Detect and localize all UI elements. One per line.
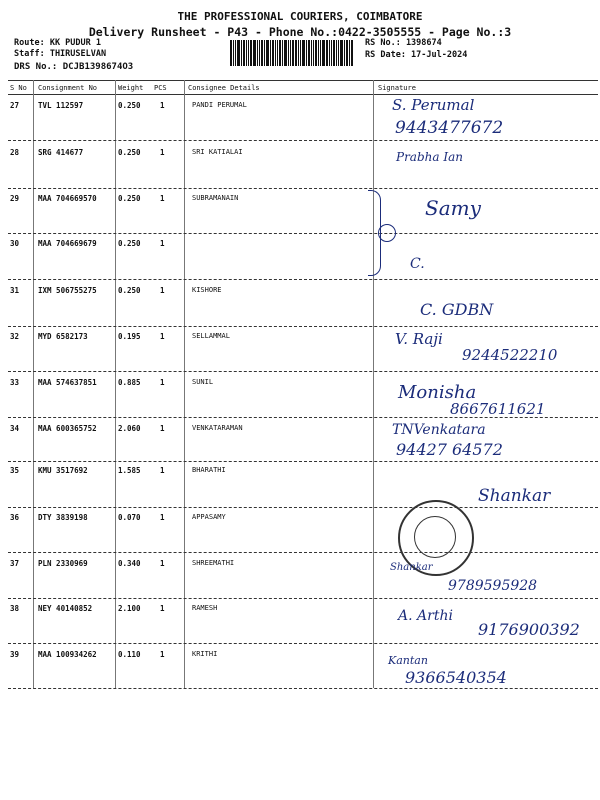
barcode-bar	[338, 40, 339, 66]
serial-number: 39	[10, 650, 20, 659]
barcode-bar	[230, 40, 232, 66]
consignment-number: MAA 574637851	[38, 378, 97, 387]
signature: A. Arthi	[398, 608, 453, 624]
serial-number: 36	[10, 513, 20, 522]
barcode-bar	[326, 40, 328, 66]
barcode-bar	[318, 40, 319, 66]
barcode-bar	[315, 40, 317, 66]
consignment-number: TVL 112597	[38, 101, 84, 110]
barcode-bar	[344, 40, 345, 66]
weight-value: 0.110	[118, 650, 141, 659]
weight-value: 0.340	[118, 559, 141, 568]
barcode-bar	[288, 40, 289, 66]
header-bottom-rule	[8, 94, 598, 95]
row-separator	[8, 507, 598, 508]
serial-number: 30	[10, 239, 20, 248]
consignee-name: PANDI PERUMAL	[192, 101, 247, 109]
barcode-bar	[331, 40, 332, 66]
barcode-bar	[295, 40, 297, 66]
signature-phone: 9443477672	[395, 118, 504, 138]
col-consignee-header: Consignee Details	[188, 84, 260, 92]
consignee-name: VENKATARAMAN	[192, 424, 243, 432]
seal-inner-ring	[414, 516, 456, 558]
consignee-name: SELLAMMAL	[192, 332, 230, 340]
consignment-number: MAA 100934262	[38, 650, 97, 659]
signature: S. Perumal	[392, 96, 475, 114]
serial-number: 33	[10, 378, 20, 387]
col-sno-header: S No	[10, 84, 27, 92]
row-separator	[8, 326, 598, 327]
column-divider	[33, 80, 34, 688]
serial-number: 37	[10, 559, 20, 568]
consignee-name: SUBRAMANAIN	[192, 194, 239, 202]
barcode-bar	[270, 40, 271, 66]
consignee-name: SHREEMATHI	[192, 559, 235, 567]
row-separator	[8, 552, 598, 553]
barcode-bar	[313, 40, 314, 66]
runsheet-title: Delivery Runsheet - P43 - Phone No.:0422-3505555 - Page No.:3	[88, 25, 512, 39]
barcode-bar	[266, 40, 269, 66]
consignee-name: RAMESH	[192, 604, 218, 612]
barcode-bar	[246, 40, 247, 66]
barcode-bar	[349, 40, 350, 66]
column-divider	[373, 80, 374, 688]
col-pcs-header: PCS	[154, 84, 167, 92]
barcode-bar	[336, 40, 337, 66]
barcode-bar	[300, 40, 301, 66]
route-label: Route: KK PUDUR 1	[14, 38, 101, 48]
staff-label: Staff: THIRUSELVAN	[14, 49, 107, 59]
signature: Prabha Ian	[396, 150, 463, 164]
consignment-number: MAA 704669679	[38, 239, 97, 248]
barcode-bar	[284, 40, 287, 66]
barcode-bar	[253, 40, 256, 66]
barcode-bar	[306, 40, 307, 66]
serial-number: 32	[10, 332, 20, 341]
drs-number: DRS No.: DCJB1398674O3	[14, 62, 134, 72]
pieces-count: 1	[160, 604, 165, 613]
barcode-bar	[257, 40, 258, 66]
consignment-number: IXM 506755275	[38, 286, 97, 295]
signature: Samy	[425, 196, 481, 220]
weight-value: 0.070	[118, 513, 141, 522]
barcode-bar	[351, 40, 353, 66]
signature: C.	[410, 256, 425, 272]
barcode-bar	[292, 40, 294, 66]
barcode-bar	[275, 40, 276, 66]
barcode-bar	[243, 40, 245, 66]
serial-number: 31	[10, 286, 20, 295]
col-weight-header: Weight	[118, 84, 144, 92]
pieces-count: 1	[160, 513, 165, 522]
row-separator	[8, 598, 598, 599]
row-separator	[8, 371, 598, 372]
pieces-count: 1	[160, 559, 165, 568]
rs-number: RS No.: 1398674	[365, 38, 442, 48]
barcode-bar	[250, 40, 252, 66]
row-separator	[8, 688, 598, 689]
barcode-bar	[272, 40, 274, 66]
pieces-count: 1	[160, 194, 165, 203]
signature-phone: 9244522210	[462, 346, 558, 364]
weight-value: 0.250	[118, 286, 141, 295]
signature: V. Raji	[395, 330, 443, 348]
col-signature-header: Signature	[378, 84, 416, 92]
barcode-bar	[311, 40, 312, 66]
signature: Shankar	[478, 486, 551, 506]
row-separator	[8, 140, 598, 141]
serial-number: 29	[10, 194, 20, 203]
barcode-bar	[302, 40, 305, 66]
barcode-bar	[329, 40, 330, 66]
consignment-number: PLN 2330969	[38, 559, 88, 568]
serial-number: 38	[10, 604, 20, 613]
weight-value: 0.250	[118, 239, 141, 248]
serial-number: 28	[10, 148, 20, 157]
pieces-count: 1	[160, 466, 165, 475]
table-top-rule	[8, 80, 598, 81]
weight-value: 0.250	[118, 148, 141, 157]
barcode-bar	[298, 40, 299, 66]
weight-value: 1.585	[118, 466, 141, 475]
pieces-count: 1	[160, 239, 165, 248]
signature: Shankar	[390, 562, 433, 573]
barcode-bar	[259, 40, 260, 66]
row-separator	[8, 279, 598, 280]
rs-date: RS Date: 17-Jul-2024	[365, 50, 468, 60]
signature-phone: 9366540354	[405, 668, 507, 687]
barcode-bar	[308, 40, 310, 66]
consignee-name: BHARATHI	[192, 466, 226, 474]
row-separator	[8, 461, 598, 462]
row-separator	[8, 233, 598, 234]
barcode-bar	[333, 40, 335, 66]
barcode-bar	[277, 40, 278, 66]
column-divider	[184, 80, 185, 688]
weight-value: 2.100	[118, 604, 141, 613]
weight-value: 0.195	[118, 332, 141, 341]
row-separator	[8, 188, 598, 189]
weight-value: 0.885	[118, 378, 141, 387]
barcode-bar	[320, 40, 321, 66]
barcode-bar	[233, 40, 234, 66]
barcode-bar	[282, 40, 283, 66]
consignee-name: APPASAMY	[192, 513, 226, 521]
signature-phone: 94427 64572	[396, 440, 503, 459]
pieces-count: 1	[160, 378, 165, 387]
consignment-number: KMU 3517692	[38, 466, 88, 475]
barcode-bar	[290, 40, 291, 66]
column-divider	[115, 80, 116, 688]
signature: Monisha	[398, 382, 477, 403]
barcode-bar	[237, 40, 240, 66]
barcode-bar	[235, 40, 236, 66]
signature: Kantan	[388, 654, 428, 667]
consignment-number: NEY 40140852	[38, 604, 93, 613]
barcode-bar	[241, 40, 242, 66]
consignee-name: KISHORE	[192, 286, 222, 294]
barcode-bar	[346, 40, 348, 66]
pieces-count: 1	[160, 424, 165, 433]
consignment-number: MAA 600365752	[38, 424, 97, 433]
barcode-bar	[279, 40, 281, 66]
circled-mark	[378, 224, 396, 242]
consignment-number: SRG 414677	[38, 148, 84, 157]
consignment-number: DTY 3839198	[38, 513, 88, 522]
barcode-bar	[264, 40, 265, 66]
company-title: THE PROFESSIONAL COURIERS, COIMBATORE	[177, 10, 423, 23]
pieces-count: 1	[160, 332, 165, 341]
consignment-number: MYD 6582173	[38, 332, 88, 341]
weight-value: 0.250	[118, 101, 141, 110]
pieces-count: 1	[160, 650, 165, 659]
consignee-name: SRI KATIALAI	[192, 148, 243, 156]
signature-phone: 9176900392	[478, 620, 580, 639]
pieces-count: 1	[160, 148, 165, 157]
barcode-bar	[248, 40, 249, 66]
consignee-name: KRITHI	[192, 650, 218, 658]
pieces-count: 1	[160, 101, 165, 110]
barcode-bar	[340, 40, 343, 66]
barcode-bar	[322, 40, 325, 66]
signature-phone: 9789595928	[448, 578, 538, 594]
consignment-number: MAA 704669570	[38, 194, 97, 203]
serial-number: 35	[10, 466, 20, 475]
weight-value: 2.060	[118, 424, 141, 433]
serial-number: 34	[10, 424, 20, 433]
signature: TNVenkatara	[392, 422, 486, 438]
signature-phone: 8667611621	[450, 400, 546, 418]
signature: C. GDBN	[420, 300, 494, 319]
weight-value: 0.250	[118, 194, 141, 203]
barcode	[230, 40, 358, 66]
serial-number: 27	[10, 101, 20, 110]
col-consignment-header: Consignment No	[38, 84, 98, 92]
row-separator	[8, 643, 598, 644]
pieces-count: 1	[160, 286, 165, 295]
barcode-bar	[261, 40, 263, 66]
consignee-name: SUNIL	[192, 378, 214, 386]
